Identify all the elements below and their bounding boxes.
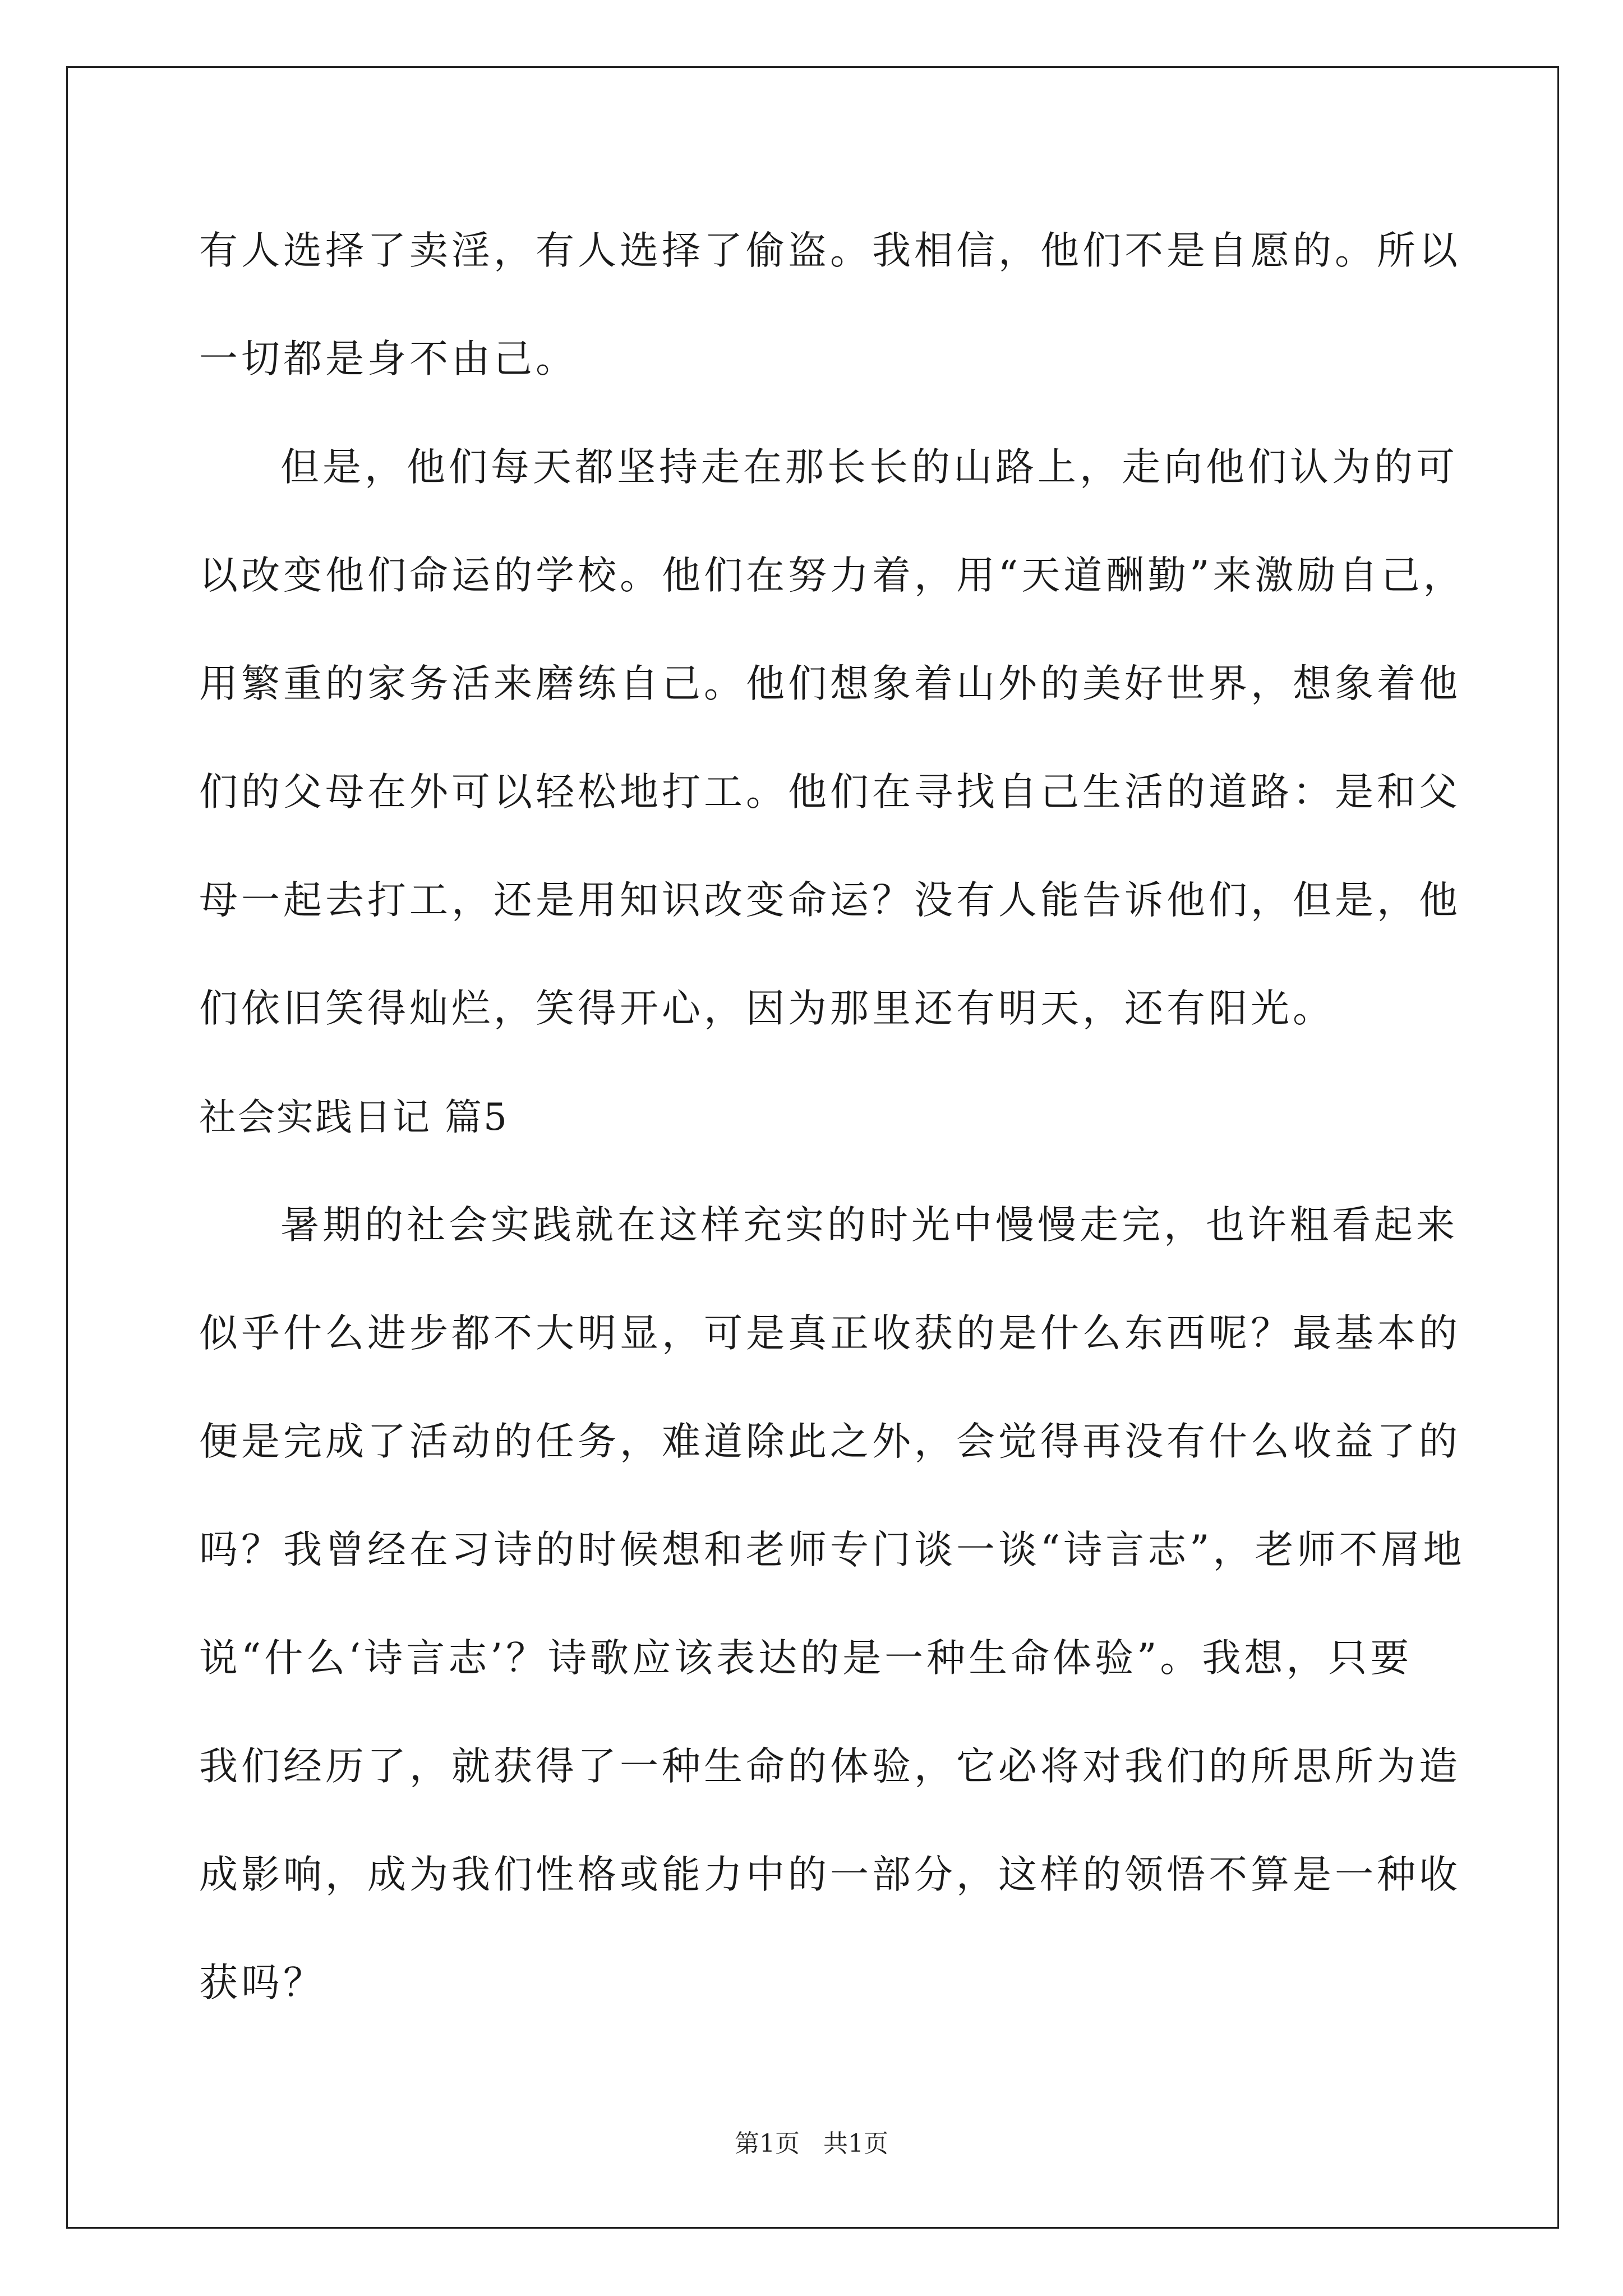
section-heading: 社会实践日记 篇5 bbox=[199, 1096, 509, 1139]
text-line: 用繁重的家务活来磨练自己。他们想象着山外的美好世界，想象着他 bbox=[199, 661, 1461, 706]
text-line: 们的父母在外可以轻松地打工。他们在寻找自己生活的道路：是和父 bbox=[199, 770, 1461, 815]
text-line: 我们经历了，就获得了一种生命的体验，它必将对我们的所思所为造 bbox=[199, 1744, 1461, 1789]
text-line: 说“什么‘诗言志’？诗歌应该表达的是一种生命体验”。我想，只要 bbox=[199, 1636, 1413, 1681]
text-line: 暑期的社会实践就在这样充实的时光中慢慢走完，也许粗看起来 bbox=[280, 1203, 1458, 1248]
page-number-footer: 第1页 共1页 bbox=[735, 2129, 888, 2158]
text-line: 便是完成了活动的任务，难道除此之外，会觉得再没有什么收益了的 bbox=[199, 1419, 1461, 1464]
text-line: 似乎什么进步都不大明显，可是真正收获的是什么东西呢？最基本的 bbox=[199, 1311, 1461, 1356]
text-line: 一切都是身不由己。 bbox=[199, 337, 578, 381]
text-line: 以改变他们命运的学校。他们在努力着，用“天道酬勤”来激励自己， bbox=[199, 553, 1465, 598]
text-line: 母一起去打工，还是用知识改变命运？没有人能告诉他们，但是，他 bbox=[199, 878, 1461, 923]
text-line: 获吗？ bbox=[199, 1961, 325, 2005]
document-body bbox=[199, 210, 1465, 2051]
text-line: 有人选择了卖淫，有人选择了偷盗。我相信，他们不是自愿的。所以 bbox=[199, 228, 1461, 273]
text-line: 们依旧笑得灿烂，笑得开心，因为那里还有明天，还有阳光。 bbox=[199, 986, 1335, 1031]
paragraph-1 bbox=[199, 210, 1461, 427]
paragraph-2 bbox=[199, 427, 1465, 1076]
text-line: 成影响，成为我们性格或能力中的一部分，这样的领悟不算是一种收 bbox=[199, 1852, 1461, 1897]
text-line: 但是，他们每天都坚持走在那长长的山路上，走向他们认为的可 bbox=[280, 445, 1458, 490]
text-line: 吗？我曾经在习诗的时候想和老师专门谈一谈“诗言志”，老师不屑地 bbox=[199, 1527, 1465, 1572]
paragraph-3 bbox=[199, 1185, 1465, 2051]
